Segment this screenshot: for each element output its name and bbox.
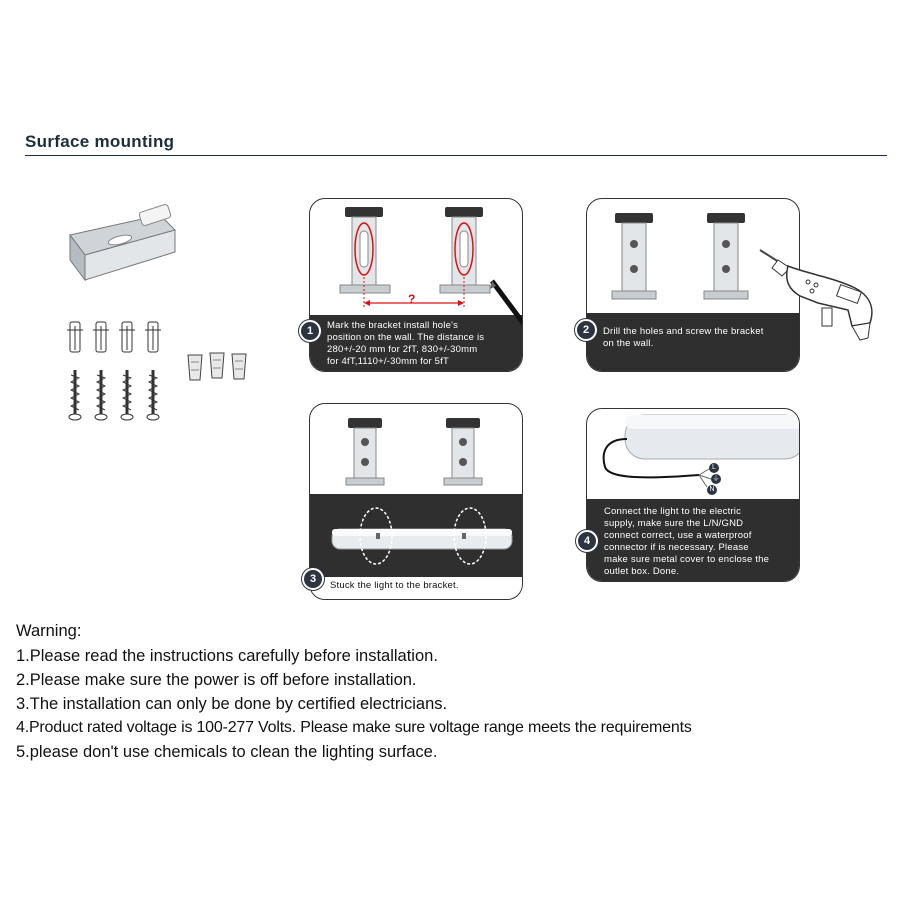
step-1-line: 280+/-20 mm for 2fT, 830+/-30mm <box>327 344 478 355</box>
warning-item: 3.The installation can only be done by certified electricians. <box>16 695 448 713</box>
warning-heading: Warning: <box>16 622 82 640</box>
step-2-number-badge: 2 <box>575 319 597 341</box>
step-4-line: connect correct, use a waterproof <box>604 530 752 541</box>
step-3-line: Stuck the light to the bracket. <box>330 580 459 591</box>
step-1-line: Mark the bracket install hole's <box>327 320 459 331</box>
step-3-card <box>309 403 523 600</box>
wire-label-ground: ⏚ <box>712 475 720 482</box>
warning-item: 1.Please read the instructions carefully before installation. <box>16 647 438 665</box>
title-divider <box>25 155 887 156</box>
wire-label-l: L <box>709 463 719 473</box>
step-4-line: supply, make sure the L/N/GND <box>604 518 744 529</box>
wire-label-n: N <box>707 485 717 495</box>
light-wiring-illustration <box>587 409 799 499</box>
step-1-line: position on the wall. The distance is <box>327 332 485 343</box>
warning-item: 4.Product rated voltage is 100-277 Volts. Please make sure voltage range meets the requirements <box>16 719 692 736</box>
step-1-card <box>309 198 523 372</box>
step-1-line: for 4fT,1110+/-30mm for 5fT <box>327 356 449 367</box>
step-4-number-badge: 4 <box>576 530 598 552</box>
step-4-line: Connect the light to the electric <box>604 506 742 517</box>
drill-icon <box>760 248 880 353</box>
anchors-screws-icon <box>65 320 175 425</box>
light-fixture-illustration <box>310 499 522 569</box>
step-1-number-badge: 1 <box>299 320 321 342</box>
step-3-number-badge: 3 <box>302 568 324 590</box>
bracket-pair-illustration <box>310 404 522 494</box>
warning-item: 2.Please make sure the power is off before installation. <box>16 671 417 689</box>
wire-connectors-icon <box>185 350 250 385</box>
bracket-part-icon <box>65 200 185 290</box>
step-4-line: outlet box. Done. <box>604 566 680 577</box>
step-2-line: on the wall. <box>603 338 654 349</box>
section-title: Surface mounting <box>25 132 175 151</box>
bracket-mark-illustration <box>310 199 522 319</box>
warning-item: 5.please don't use chemicals to clean the lighting surface. <box>16 743 438 761</box>
distance-question-mark: ? <box>408 292 416 306</box>
step-2-line: Drill the holes and screw the bracket <box>603 326 764 337</box>
step-4-card <box>586 408 800 582</box>
step-4-line: connector if is necessary. Please <box>604 542 749 553</box>
step-4-line: make sure metal cover to enclose the <box>604 554 770 565</box>
